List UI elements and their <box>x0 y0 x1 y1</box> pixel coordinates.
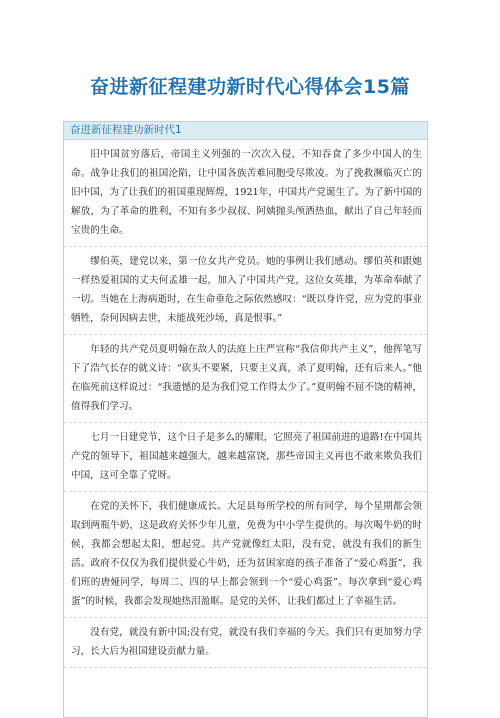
page-title: 奋进新征程建功新时代心得体会15篇 <box>90 76 410 98</box>
paragraph-1: 旧中国贫穷落后，帝国主义列强的一次次入侵，不知吞食了多少中国人的生命。战争让我们的祖国沦陷，让中国各族苦难同胞受尽欺凌。为了挽救濒临灭亡的旧中国，为了让我们的祖国重现辉煌，1921年，中国共产党诞生了。为了新中国的解放，为了革命的胜利，不知有多少叔叔、阿姨抛头颅洒热血，献出了自己年轻而宝贵的生命。 <box>64 140 427 247</box>
article-box <box>63 121 428 718</box>
paragraph-4: 七月一日建党节，这个日子是多么的耀眼，它照亮了祖国前进的道路!在中国共产党的领导下，祖国越来越强大，越来越富饶，那些帝国主义再也不敢来欺负我们中国，这可全靠了党呀。 <box>64 423 427 492</box>
paragraph-2: 缪伯英，建党以来，第一位女共产党员。她的事例让我们感动。缪伯英和跟她一样热爱祖国的丈夫何孟雄一起，加入了中国共产党，这位女英雄，为革命奉献了一切。当她在上海病逝时，在生命垂危之际依然感叹：“既以身许党，应为党的事业牺牲，奈何因病去世，未能战死沙场，真是恨事。” <box>64 247 427 335</box>
paragraph-3: 年轻的共产党员夏明翰在敌人的法庭上庄严宣称“我信仰共产主义”，他挥笔写下了浩气长存的就义诗：“砍头不要紧，只要主义真，杀了夏明翰，还有后来人。”他在临死前这样说过：“我遗憾的是为我们党工作得太少了。”夏明翰不屈不饶的精神，值得我们学习。 <box>64 335 427 423</box>
paragraph-6: 没有党，就没有新中国;没有党，就没有我们幸福的今天。我们只有更加努力学习，长大后为祖国建设贡献力量。 <box>64 618 427 668</box>
section-title: 奋进新征程建功新时代1 <box>64 122 427 140</box>
paragraph-5: 在党的关怀下，我们健康成长。大足县每所学校的所有同学，每个星期都会领取到两瓶牛奶，这是政府关怀少年儿童，免费为中小学生提供的。每次喝牛奶的时候，我都会想起太阳，想起党。共产党就像红太阳，没有党，就没有我们的新生活。政府不仅仅为我们提供爱心牛奶，还为贫困家庭的孩子准备了“爱心鸡蛋”，我们班的唐娅同学，每周二、四的早上都会领到一个“爱心鸡蛋”。每次拿到“爱心鸡蛋”的时候，我都会发现她热泪盈眶。是党的关怀，让我们都过上了幸福生活。 <box>64 492 427 618</box>
